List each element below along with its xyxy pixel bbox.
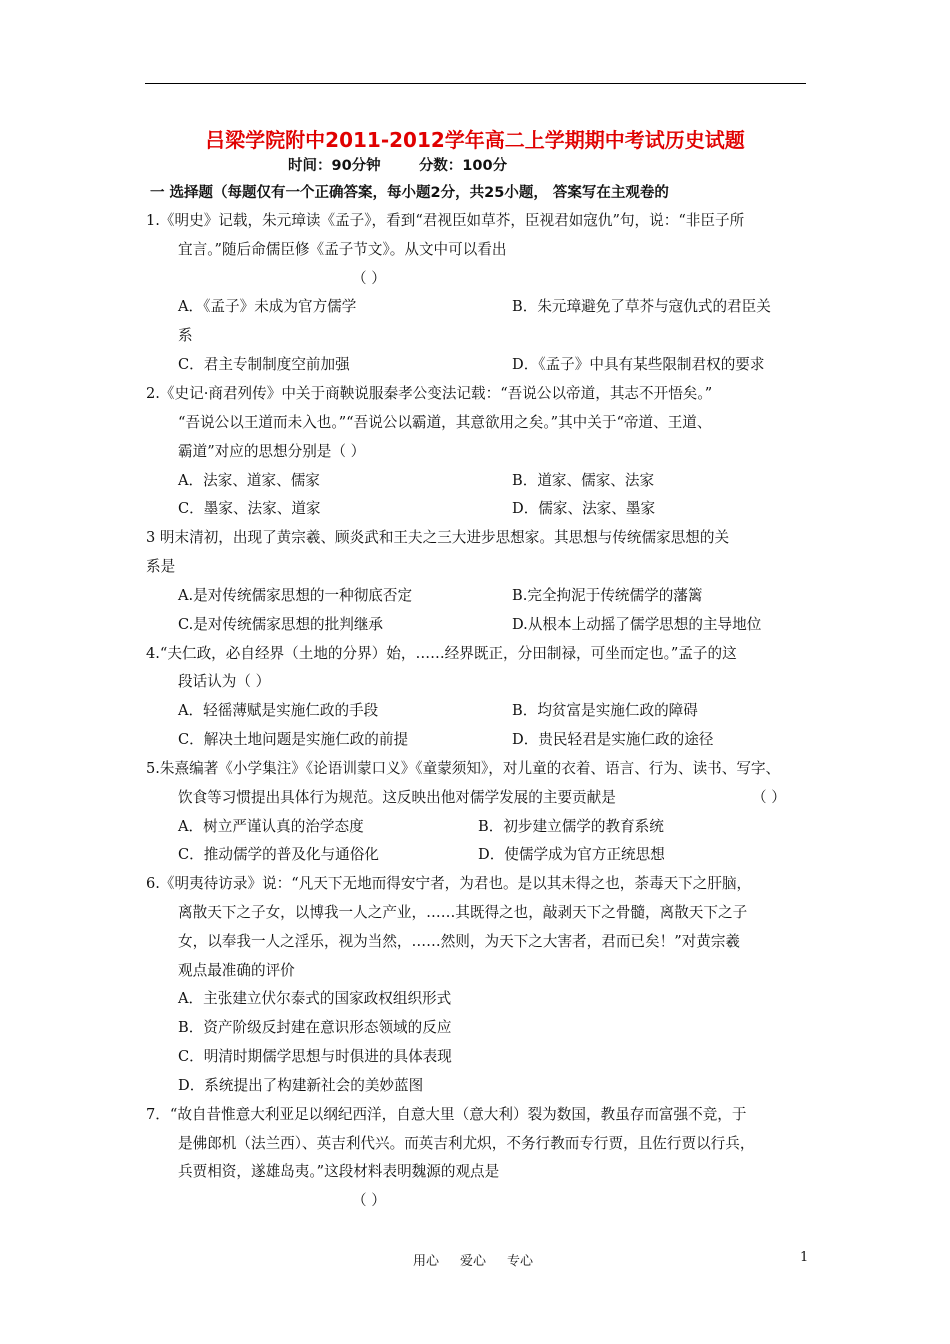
q5-option-a: A．树立严谨认真的治学态度 xyxy=(178,818,364,835)
q2-option-c: C．墨家、法家、道家 xyxy=(178,500,321,517)
q6-option-a: A．主张建立伏尔泰式的国家政权组织形式 xyxy=(178,990,452,1007)
q6-option-c: C．明清时期儒学思想与时俱进的具体表现 xyxy=(178,1048,452,1065)
q1-option-c: C．君主专制制度空前加强 xyxy=(178,356,350,373)
q2-line3: 霸道”对应的思想分别是（ ） xyxy=(178,443,366,460)
q4-line2: 段话认为（ ） xyxy=(178,673,271,690)
q5-line1: 5.朱熹编著《小学集注》《论语训蒙口义》《童蒙须知》，对儿童的衣着、语言、行为、读书、写字、 xyxy=(146,760,781,777)
exam-time: 时间：90分钟 xyxy=(288,158,381,174)
q3-option-a: A.是对传统儒家思想的一种彻底否定 xyxy=(178,587,413,604)
q3-option-d: D.从根本上动摇了儒学思想的主导地位 xyxy=(512,616,762,633)
exam-meta xyxy=(288,154,507,175)
q6-line3: 女，以奉我一人之淫乐，视为当然，……然则，为天下之大害者，君而已矣！”对黄宗羲 xyxy=(178,933,741,950)
q1-option-b-cont: 系 xyxy=(178,327,193,344)
q5-option-d: D．使儒学成为官方正统思想 xyxy=(478,846,665,863)
q4-option-b: B．均贫富是实施仁政的障碍 xyxy=(512,702,698,719)
q4-option-c: C．解决土地问题是实施仁政的前提 xyxy=(178,731,409,748)
q2-line2: “吾说公以王道而未入也。”“吾说公以霸道，其意欲用之矣。”其中关于“帝道、王道、 xyxy=(178,414,712,431)
q6-line2: 离散天下之子女，以博我一人之产业，……其既得之也，敲剥天下之骨髓，离散天下之子 xyxy=(178,904,748,921)
footer-slogan-3: 专心 xyxy=(507,1254,534,1269)
footer-slogan-1: 用心 xyxy=(413,1254,440,1269)
q1-option-a: A．《孟子》未成为官方儒学 xyxy=(178,298,357,315)
q4-line1: 4.“夫仁政，必自经界（土地的分界）始，……经界既正，分田制禄，可坐而定也。”孟子的这 xyxy=(146,645,737,662)
q6-line4: 观点最准确的评价 xyxy=(178,962,295,979)
header-rule xyxy=(145,83,806,84)
q1-line1: 1.《明史》记载，朱元璋读《孟子》，看到“君视臣如草芥，臣视君如寇仇”句，说：“非臣子所 xyxy=(146,212,745,229)
q1-line2: 宜言。”随后命儒臣修《孟子节文》。从文中可以看出 xyxy=(178,241,507,258)
q6-option-b: B．资产阶级反封建在意识形态领域的反应 xyxy=(178,1019,452,1036)
q5-option-c: C．推动儒学的普及化与通俗化 xyxy=(178,846,379,863)
exam-score: 分数：100分 xyxy=(418,158,508,174)
q6-line1: 6.《明夷待访录》说：“凡天下无地而得安宁者，为君也。是以其未得之也，荼毒天下之肝脑， xyxy=(146,875,752,892)
q3-option-b: B.完全拘泥于传统儒学的藩篱 xyxy=(512,587,703,604)
q2-option-b: B．道家、儒家、法家 xyxy=(512,472,655,489)
q3-line1: 3 明末清初，出现了黄宗羲、顾炎武和王夫之三大进步思想家。其思想与传统儒家思想的关 xyxy=(146,529,730,546)
q7-line3: 兵贾相资，遂雄岛夷。”这段材料表明魏源的观点是 xyxy=(178,1163,500,1180)
q7-line1: 7．“故自昔惟意大利亚足以纲纪西洋，自意大里（意大利）裂为数国，教虽存而富强不竞，于 xyxy=(146,1106,747,1123)
q4-option-d: D．贵民轻君是实施仁政的途径 xyxy=(512,731,714,748)
page-title: 吕梁学院附中2011-2012学年高二上学期期中考试历史试题 xyxy=(205,128,745,152)
q7-line2: 是佛郎机（法兰西）、英吉利代兴。而英吉利尤炽，不务行教而专行贾，且佐行贾以行兵， xyxy=(178,1135,755,1152)
q1-option-b: B．朱元璋避免了草芥与寇仇式的君臣关 xyxy=(512,298,771,315)
section-heading: 一 选择题（每题仅有一个正确答案，每小题2分，共25小题， 答案写在主观卷的 xyxy=(150,185,669,201)
q5-option-b: B．初步建立儒学的教育系统 xyxy=(478,818,664,835)
page-number: 1 xyxy=(800,1250,809,1265)
q2-option-a: A．法家、道家、儒家 xyxy=(178,472,320,489)
q2-option-d: D．儒家、法家、墨家 xyxy=(512,500,656,517)
q5-answer-paren: （ ） xyxy=(752,789,786,806)
q4-option-a: A．轻徭薄赋是实施仁政的手段 xyxy=(178,702,379,719)
q2-line1: 2.《史记·商君列传》中关于商鞅说服秦孝公变法记载：“吾说公以帝道，其志不开悟矣。” xyxy=(146,385,713,402)
footer-slogan-2: 爱心 xyxy=(460,1254,487,1269)
q3-line2: 系是 xyxy=(146,558,176,575)
q7-answer-paren: （ ） xyxy=(352,1192,386,1209)
q5-line2: 饮食等习惯提出具体行为规范。这反映出他对儒学发展的主要贡献是 xyxy=(178,789,616,806)
q3-option-c: C.是对传统儒家思想的批判继承 xyxy=(178,616,384,633)
q1-answer-paren: （ ） xyxy=(352,270,386,287)
q6-option-d: D．系统提出了构建新社会的美妙蓝图 xyxy=(178,1077,424,1094)
q1-option-d: D．《孟子》中具有某些限制君权的要求 xyxy=(512,356,765,373)
